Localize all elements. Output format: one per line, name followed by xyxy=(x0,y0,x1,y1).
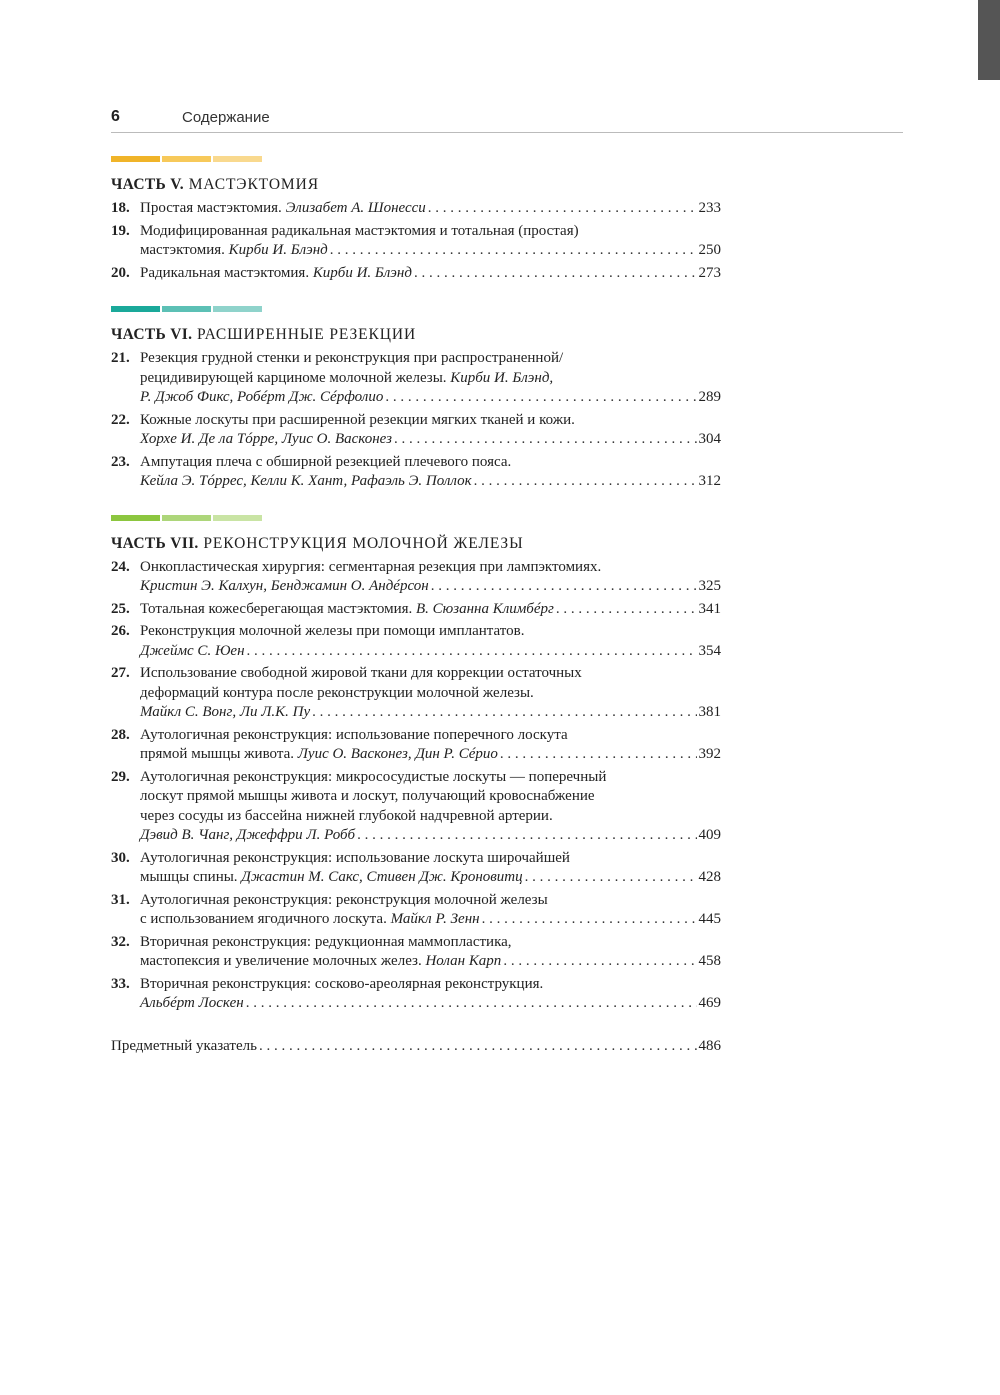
page-ref: 381 xyxy=(698,704,721,720)
chapter-title-text: прямой мышцы живота. Луис О. Васконез, Дин Р. Сéрио xyxy=(140,746,498,762)
chapter-number: 19. xyxy=(111,222,130,239)
chapter-body xyxy=(140,558,721,597)
dot-leader xyxy=(503,952,696,972)
chapter-author: Хорхе И. Де ла Тóрре, Луис О. Васконез xyxy=(140,431,392,447)
page-header xyxy=(111,108,903,133)
index-label: Предметный указатель xyxy=(111,1037,257,1054)
chapter-last-line xyxy=(140,264,721,284)
chapter-number: 18. xyxy=(111,200,130,216)
chapter-title-text xyxy=(140,642,245,662)
chapter-author: Майкл С. Вонг, Ли Л.К. Пу xyxy=(140,704,311,720)
toc-entry[interactable] xyxy=(111,558,721,597)
chapter-title-text xyxy=(140,703,310,723)
color-segment xyxy=(111,515,160,521)
chapter-body xyxy=(140,349,721,408)
page-ref: 325 xyxy=(698,578,721,594)
page-ref: 341 xyxy=(698,600,721,617)
chapter-title-line: Реконструкция молочной железы при помощи имплантатов. xyxy=(140,623,525,639)
table-of-contents xyxy=(111,156,721,1056)
chapter-title-line: рецидивирующей карциноме молочной железы. Кирби И. Блэнд, xyxy=(140,369,554,386)
part-label: ЧАСТЬ VII. xyxy=(111,534,199,552)
page-ref: 458 xyxy=(698,953,721,969)
chapter-last-line xyxy=(140,472,721,492)
chapter-title-line: Вторичная реконструкция: редукционная маммопластика, xyxy=(140,933,512,950)
chapter-title-line: Модифицированная радикальная мастэктомия и тотальная (простая) xyxy=(140,222,579,239)
chapter-body xyxy=(140,411,721,450)
chapter-title-line: Ампутация плеча с обширной резекцией плечевого пояса. xyxy=(140,453,512,470)
color-segment xyxy=(213,515,262,521)
chapter-author: Кирби И. Блэнд xyxy=(312,264,412,281)
dot-leader xyxy=(357,826,696,846)
chapter-title-text: Радикальная мастэктомия. Кирби И. Блэнд xyxy=(140,264,412,281)
chapter-number: 32. xyxy=(111,933,130,950)
chapter-last-line xyxy=(140,745,721,765)
chapter-number: 31. xyxy=(111,891,130,908)
chapter-title-line: Онкопластическая хирургия: сегментарная резекция при лампэктомиях. xyxy=(140,558,602,575)
dot-leader xyxy=(259,1037,697,1057)
toc-entry[interactable] xyxy=(111,199,721,219)
chapter-title-text xyxy=(140,388,383,408)
page-ref: 469 xyxy=(698,995,721,1011)
page-ref: 233 xyxy=(698,200,721,216)
toc-entry[interactable] xyxy=(111,222,721,261)
chapter-number: 26. xyxy=(111,623,130,639)
chapter-author: Луис О. Васконез, Дин Р. Сéрио xyxy=(297,746,498,762)
color-segment xyxy=(213,306,262,312)
chapter-title-line: деформаций контура после реконструкции молочной железы. xyxy=(140,684,534,701)
page-ref: 250 xyxy=(698,242,721,258)
chapter-title-line: через сосуды из бассейна нижней глубокой надчревной артерии. xyxy=(140,807,553,824)
chapter-number: 21. xyxy=(111,350,130,366)
dot-leader xyxy=(330,241,697,261)
chapter-body xyxy=(140,768,721,846)
chapter-body xyxy=(140,453,721,492)
page-ref: 273 xyxy=(698,264,721,281)
chapter-title-text xyxy=(140,577,429,597)
chapter-author: Нолан Карп xyxy=(425,953,502,969)
chapter-author: Дэвид В. Чанг, Джефф‌ри Л. Робб xyxy=(140,827,356,843)
chapter-last-line xyxy=(140,868,721,888)
chapter-body xyxy=(140,622,721,661)
chapter-title-line: Вторичная реконструкция: сосково-ареолярная реконструкция. xyxy=(140,975,544,992)
part-title: ЧАСТЬ VII. РЕКОНСТРУКЦИЯ МОЛОЧНОЙ ЖЕЛЕЗЫ xyxy=(111,534,524,552)
chapter-title-text: мастопексия и увеличение молочных желез. Нолан Карп xyxy=(140,953,502,969)
part-label: ЧАСТЬ V. xyxy=(111,176,184,193)
chapter-body xyxy=(140,264,721,284)
chapter-last-line xyxy=(140,388,721,408)
chapter-author: Альбéрт Лоскен xyxy=(140,995,244,1011)
color-segment xyxy=(111,156,160,162)
chapter-number: 28. xyxy=(111,726,130,743)
toc-entry[interactable] xyxy=(111,933,721,972)
chapter-title-line: Аутологичная реконструкция: реконструкция молочной железы xyxy=(140,891,548,908)
toc-entry[interactable] xyxy=(111,349,721,408)
chapter-number: 33. xyxy=(111,975,130,992)
toc-entry[interactable] xyxy=(111,975,721,1014)
toc-entry[interactable] xyxy=(111,453,721,492)
part-title: ЧАСТЬ VI. РАСШИРЕННЫЕ РЕЗЕКЦИИ xyxy=(111,326,417,343)
page-number: 6 xyxy=(111,108,120,125)
chapter-last-line xyxy=(140,577,721,597)
chapter-author: Р. Джоб Фикс, Робéрт Дж. Сéрфолио xyxy=(140,389,384,405)
dot-leader xyxy=(394,430,697,450)
dot-leader xyxy=(482,910,697,930)
color-segment xyxy=(162,156,211,162)
chapter-body xyxy=(140,600,721,620)
dot-leader xyxy=(385,388,696,408)
toc-part xyxy=(111,156,721,283)
chapter-number: 30. xyxy=(111,849,130,866)
toc-part xyxy=(111,515,721,1014)
page-edge-tab xyxy=(978,0,1000,80)
index-entry[interactable] xyxy=(111,1037,721,1057)
chapter-author: Элизабет А. Шонесси xyxy=(285,200,426,216)
chapter-author: Кейла Э. Тóррес, Келли К. Хант, Рафаэль Э. Поллок xyxy=(140,473,472,489)
chapter-last-line xyxy=(140,910,721,930)
chapter-number: 27. xyxy=(111,665,130,681)
chapter-body xyxy=(140,933,721,972)
chapter-author: Джеймс С. Юен xyxy=(140,642,245,659)
chapter-title-text xyxy=(140,994,244,1014)
chapter-title-line: Аутологичная реконструкция: использование лоскута широчайшей xyxy=(140,849,570,866)
chapter-body xyxy=(140,726,721,765)
chapter-title-text xyxy=(140,430,392,450)
chapter-number: 20. xyxy=(111,264,130,281)
chapter-title-text: с использованием ягодичного лоскута. Майкл Р. Зенн xyxy=(140,911,480,927)
chapter-last-line xyxy=(140,600,721,620)
chapter-author: Джастин М. Сакс, Стивен Дж. Кроновитц xyxy=(241,869,523,885)
chapter-number: 22. xyxy=(111,411,130,428)
chapter-last-line xyxy=(140,994,721,1014)
page-ref: 445 xyxy=(698,911,721,927)
toc-entry[interactable] xyxy=(111,664,721,723)
toc-entry[interactable] xyxy=(111,411,721,450)
toc-entry[interactable] xyxy=(111,768,721,846)
chapter-title-text xyxy=(140,826,355,846)
chapter-number: 25. xyxy=(111,600,130,617)
chapter-last-line xyxy=(140,241,721,261)
page-ref: 354 xyxy=(698,642,721,659)
chapter-body xyxy=(140,199,721,219)
chapter-last-line xyxy=(140,642,721,662)
part-color-bar xyxy=(111,306,721,312)
chapter-author: Майкл Р. Зенн xyxy=(390,911,480,927)
chapter-last-line xyxy=(140,199,721,219)
chapter-author: Кристин Э. Калхун, Бенджамин О. Андéрсон xyxy=(140,578,429,594)
part-label: ЧАСТЬ VI. xyxy=(111,326,193,343)
chapter-author: Кирби И. Блэнд xyxy=(228,242,328,258)
chapter-body xyxy=(140,891,721,930)
toc-entry[interactable] xyxy=(111,264,721,284)
chapter-title-line: Использование свободной жировой ткани для коррекции остаточных xyxy=(140,665,582,681)
chapter-number: 29. xyxy=(111,768,130,785)
chapter-body xyxy=(140,849,721,888)
chapter-title-line: Резекция грудной стенки и реконструкция при распространенной/ xyxy=(140,350,564,366)
dot-leader xyxy=(431,577,697,597)
dot-leader xyxy=(500,745,697,765)
page-ref: 486 xyxy=(698,1037,721,1054)
chapter-title-text: Простая мастэктомия. Элизабет А. Шонесси xyxy=(140,200,426,216)
chapter-body xyxy=(140,975,721,1014)
chapter-author: Кирби И. Блэнд, xyxy=(450,369,554,386)
dot-leader xyxy=(556,600,697,620)
chapter-title-line: Аутологичная реконструкция: использование поперечного лоскута xyxy=(140,726,568,743)
chapter-last-line xyxy=(140,430,721,450)
toc-entry[interactable] xyxy=(111,600,721,620)
dot-leader xyxy=(525,868,697,888)
page-ref: 392 xyxy=(698,746,721,762)
color-segment xyxy=(213,156,262,162)
color-segment xyxy=(111,306,160,312)
dot-leader xyxy=(428,199,697,219)
chapter-last-line xyxy=(140,952,721,972)
running-head: Содержание xyxy=(182,109,270,126)
part-color-bar xyxy=(111,156,721,162)
dot-leader xyxy=(414,264,697,284)
page-ref: 312 xyxy=(698,473,721,489)
dot-leader xyxy=(312,703,696,723)
page-ref: 304 xyxy=(698,431,721,447)
chapter-body xyxy=(140,664,721,723)
dot-leader xyxy=(247,642,697,662)
chapter-title-text: мышцы спины. Джастин М. Сакс, Стивен Дж. Кроновитц xyxy=(140,869,523,885)
toc-entry[interactable] xyxy=(111,891,721,930)
page-ref: 409 xyxy=(698,827,721,843)
toc-part xyxy=(111,306,721,492)
toc-entry[interactable] xyxy=(111,849,721,888)
chapter-author: В. Сюзанна Климбéрг xyxy=(416,600,554,617)
part-color-bar xyxy=(111,515,721,521)
chapter-title-line: Кожные лоскуты при расширенной резекции мягких тканей и кожи. xyxy=(140,411,575,428)
chapter-title-line: Аутологичная реконструкция: микрососудистые лоскуты — поперечный xyxy=(140,768,607,785)
chapter-title-line: лоскут прямой мышцы живота и лоскут, получающий кровоснабжение xyxy=(140,788,595,804)
color-segment xyxy=(162,306,211,312)
color-segment xyxy=(162,515,211,521)
chapter-number: 23. xyxy=(111,453,130,470)
chapter-title-text xyxy=(140,472,472,492)
dot-leader xyxy=(474,472,697,492)
chapter-body xyxy=(140,222,721,261)
chapter-title-text: мастэктомия. Кирби И. Блэнд xyxy=(140,242,328,258)
chapter-last-line xyxy=(140,703,721,723)
page-ref: 428 xyxy=(698,869,721,885)
toc-entry[interactable] xyxy=(111,622,721,661)
part-title: ЧАСТЬ V. МАСТЭКТОМИЯ xyxy=(111,176,319,193)
chapter-last-line xyxy=(140,826,721,846)
dot-leader xyxy=(246,994,697,1014)
chapter-number: 24. xyxy=(111,558,130,575)
toc-entry[interactable] xyxy=(111,726,721,765)
page-ref: 289 xyxy=(698,389,721,405)
chapter-title-text: Тотальная кожесберегающая мастэктомия. В. Сюзанна Климбéрг xyxy=(140,600,554,617)
